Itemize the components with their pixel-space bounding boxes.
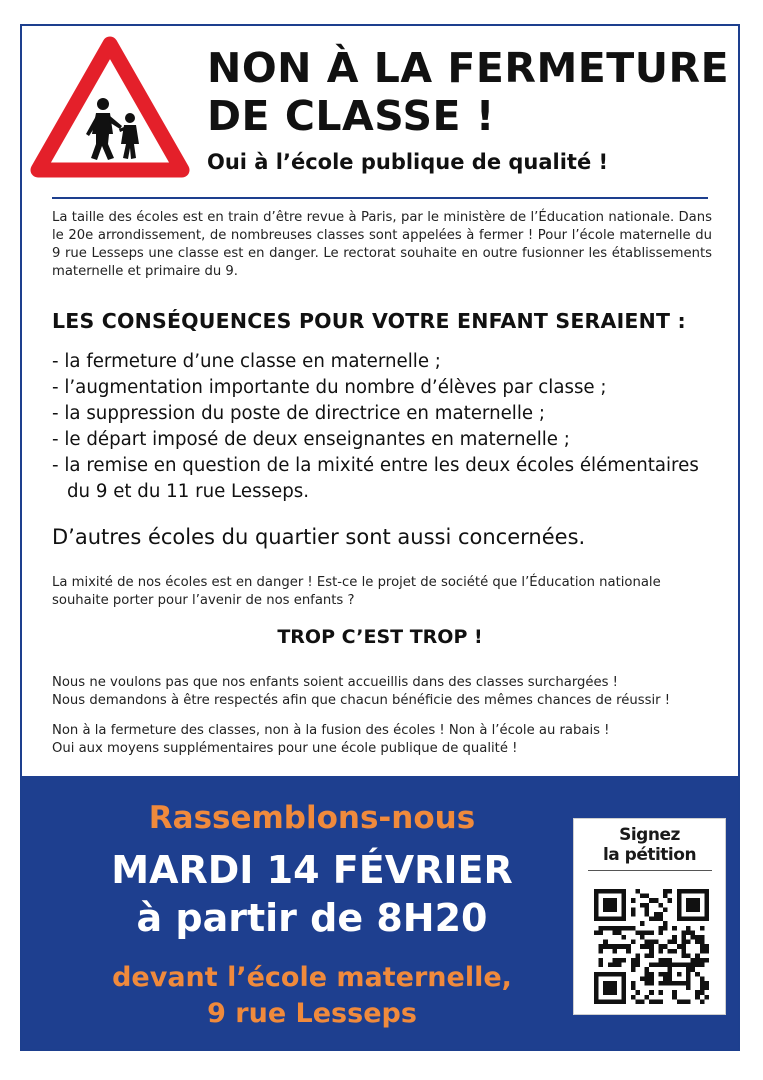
petition-label-line-1: Signez xyxy=(619,825,680,845)
slogans-line-2: Oui aux moyens supplémentaires pour une école publique de qualité ! xyxy=(52,741,518,756)
petition-divider xyxy=(588,870,712,871)
header-divider xyxy=(52,197,708,199)
rally-call: Rassemblons-nous xyxy=(148,800,476,836)
rally-place xyxy=(22,960,602,1032)
trop-heading: TROP C’EST TROP ! xyxy=(277,626,483,648)
demands-line-2: Nous demandons à être respectés afin que chacun bénéficie des mêmes chances de réussir ! xyxy=(52,693,671,708)
list-item: - la remise en question de la mixité entre les deux écoles élémentaires du 9 et du 11 rue Lesseps. xyxy=(52,455,699,502)
rally-banner xyxy=(22,776,738,1051)
qr-code-icon[interactable] xyxy=(594,889,709,1004)
consequences-list xyxy=(52,349,722,505)
other-schools-statement: D’autres écoles du quartier sont aussi concernées. xyxy=(52,525,586,549)
rally-date-time xyxy=(22,846,602,942)
title-line-1: NON À LA FERMETURE xyxy=(207,44,730,92)
mixite-line-2: souhaite porter pour l’avenir de nos enfants ? xyxy=(52,593,355,608)
petition-label xyxy=(574,825,725,865)
title-line-2: DE CLASSE ! xyxy=(207,92,495,140)
petition-card[interactable] xyxy=(573,818,726,1015)
list-item: - le départ imposé de deux enseignantes en maternelle ; xyxy=(52,429,570,450)
list-item: - l’augmentation importante du nombre d’élèves par classe ; xyxy=(52,377,607,398)
list-item: - la fermeture d’une classe en maternelle ; xyxy=(52,351,441,372)
children-crossing-sign-icon xyxy=(30,34,190,179)
rally-time: à partir de 8H20 xyxy=(136,896,488,940)
demands-paragraph xyxy=(52,674,712,710)
subtitle: Oui à l’école publique de qualité ! xyxy=(207,150,609,174)
intro-paragraph: La taille des écoles est en train d’être revue à Paris, par le ministère de l’Éducation nationale. Dans le 20e arrondissement, de nombreuses classes sont appelées à fermer ! Pour l’école maternelle du 9 rue Lesseps une classe est en danger. Le rectorat souhaite en outre fusionner les établissements maternelle et primaire du 9. xyxy=(52,210,712,279)
slogans-line-1: Non à la fermeture des classes, non à la fusion des écoles ! Non à l’école au rabais ! xyxy=(52,723,610,738)
mixite-paragraph xyxy=(52,574,712,610)
rally-place-line-1: devant l’école maternelle, xyxy=(112,962,512,993)
rally-date: MARDI 14 FÉVRIER xyxy=(111,848,513,892)
page-title xyxy=(207,44,737,140)
consequences-heading: LES CONSÉQUENCES POUR VOTRE ENFANT SERAIENT : xyxy=(52,309,686,333)
mixite-line-1: La mixité de nos écoles est en danger ! Est-ce le projet de société que l’Éducation nationale xyxy=(52,575,661,590)
petition-label-line-2: la pétition xyxy=(602,845,697,865)
flyer-frame xyxy=(20,24,740,1051)
list-item: - la suppression du poste de directrice en maternelle ; xyxy=(52,403,545,424)
rally-place-line-2: 9 rue Lesseps xyxy=(207,998,417,1029)
demands-line-1: Nous ne voulons pas que nos enfants soient accueillis dans des classes surchargées ! xyxy=(52,675,618,690)
slogans-paragraph xyxy=(52,722,712,758)
